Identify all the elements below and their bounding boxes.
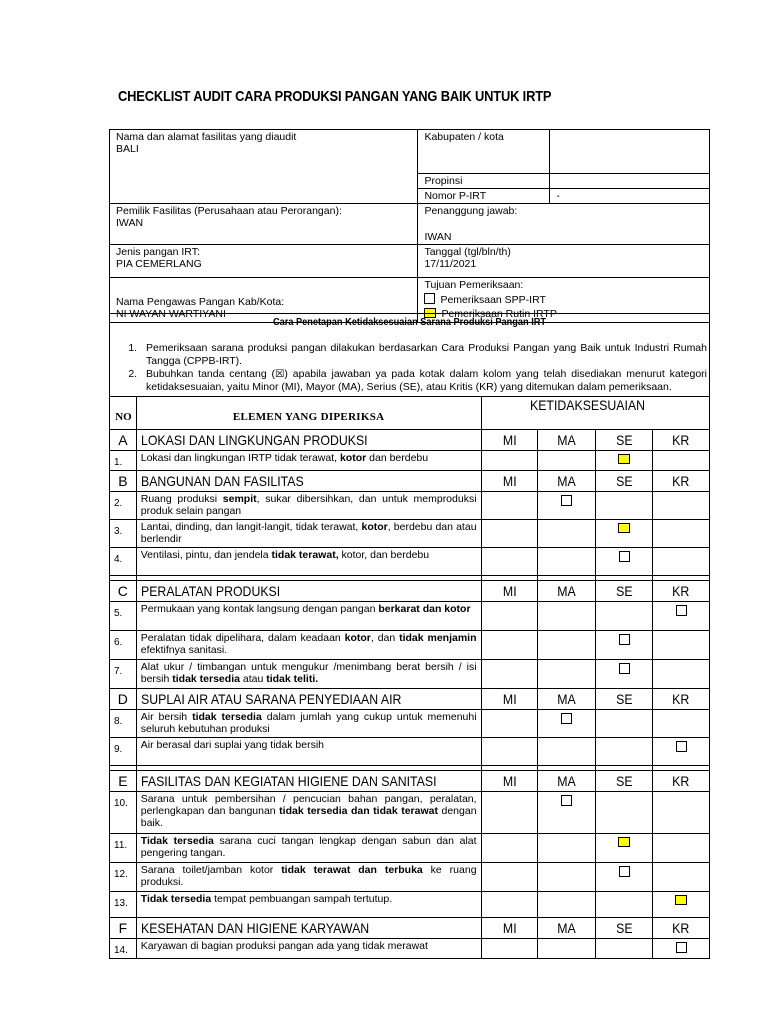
item-number: 12. <box>110 863 137 892</box>
cell-ma <box>538 660 596 689</box>
cell-mi <box>481 660 538 689</box>
checkbox-checked-icon[interactable] <box>618 837 630 847</box>
cell-ma <box>538 451 596 471</box>
cell-se <box>596 792 653 834</box>
cell-mi <box>481 863 538 892</box>
facility-label: Nama dan alamat fasilitas yang diaudit <box>116 131 297 143</box>
item-number: 11. <box>110 834 137 863</box>
category-header-kr <box>653 430 710 451</box>
category-header-mi <box>481 581 538 602</box>
category-label: MI <box>502 583 517 599</box>
item-description: Sarana toilet/jamban kotor tidak terawat dan terbuka ke ruang produksi. <box>136 863 481 892</box>
item-description: Tidak tersedia tempat pembuangan sampah tertutup. <box>136 892 481 918</box>
category-header-ma <box>538 430 596 451</box>
category-label: SE <box>616 583 633 599</box>
cell-se <box>596 863 653 892</box>
category-label: MI <box>502 691 517 707</box>
category-label: MI <box>502 773 517 789</box>
owner-cell <box>110 204 418 245</box>
checkbox-icon[interactable] <box>676 942 687 953</box>
cell-ma <box>538 939 596 959</box>
pj-label: Penanggung jawab: <box>424 205 518 217</box>
propinsi-value <box>550 174 710 189</box>
item-number: 8. <box>110 710 137 738</box>
category-header-se <box>596 771 653 792</box>
checkbox-icon[interactable] <box>676 741 687 752</box>
category-label: SE <box>616 920 633 936</box>
section-name <box>136 581 481 602</box>
cell-kr <box>653 710 710 738</box>
pengawas-label: Nama Pengawas Pangan Kab/Kota: <box>116 296 285 308</box>
cell-ma <box>538 631 596 660</box>
cell-ma <box>538 520 596 548</box>
category-label: KR <box>672 583 690 599</box>
category-label: KR <box>672 432 690 448</box>
cell-mi <box>481 834 538 863</box>
category-header-mi <box>481 689 538 710</box>
section-title: SUPLAI AIR ATAU SARANA PENYEDIAAN AIR <box>140 691 402 707</box>
cell-ma <box>538 710 596 738</box>
jenis-value: PIA CEMERLANG <box>116 258 202 270</box>
cell-ma <box>538 602 596 631</box>
col-elemen-header: ELEMEN YANG DIPERIKSA <box>136 397 481 430</box>
item-description: Sarana untuk pembersihan / pencucian bahan pangan, peralatan, perlengkapan dan bangunan tidak tersedia dan tidak terawat dengan baik. <box>136 792 481 834</box>
item-description: Ventilasi, pintu, dan jendela tidak terawat, kotor, dan berdebu <box>136 548 481 576</box>
table-row <box>110 548 710 576</box>
cell-mi <box>481 548 538 576</box>
category-label: SE <box>616 691 633 707</box>
item-number: 3. <box>110 520 137 548</box>
item-number: 14. <box>110 939 137 959</box>
section-letter: F <box>110 918 137 939</box>
category-label: MA <box>557 432 576 448</box>
table-row <box>110 451 710 471</box>
item-number: 2. <box>110 492 137 520</box>
page-title: CHECKLIST AUDIT CARA PRODUKSI PANGAN YANG BAIK UNTUK IRTP <box>118 88 552 105</box>
table-row <box>110 834 710 863</box>
category-header-ma <box>538 918 596 939</box>
section-name <box>136 430 481 451</box>
checkbox-icon[interactable] <box>561 495 572 506</box>
category-header-se <box>596 581 653 602</box>
table-row <box>110 863 710 892</box>
cell-kr <box>653 939 710 959</box>
section-title: KESEHATAN DAN HIGIENE KARYAWAN <box>140 920 369 936</box>
section-title: FASILITAS DAN KEGIATAN HIGIENE DAN SANITASI <box>140 773 437 789</box>
tanggal-label: Tanggal (tgl/bln/th) <box>424 246 511 258</box>
section-row <box>110 581 710 602</box>
cell-kr <box>653 834 710 863</box>
tujuan-option-2: Pemeriksaan Rutin IRTP <box>441 308 557 320</box>
section-row <box>110 771 710 792</box>
jenis-label: Jenis pangan IRT: <box>116 246 200 258</box>
checkbox-checked-icon[interactable] <box>618 523 630 533</box>
cell-mi <box>481 602 538 631</box>
intro-item-2: 2. Bubuhkan tanda centang (☒) apabila jawaban ya pada kotak dalam kolom yang telah disediakan menurut kategori ketidaksesuaian, yaitu Minor (MI), Mayor (MA), Serius (SE), atau Kritis (KR) yang ditemukan dalam pemeriksaan. <box>140 368 707 394</box>
facility-value: BALI <box>116 143 139 155</box>
category-header-kr <box>653 471 710 492</box>
table-row <box>110 738 710 766</box>
cell-mi <box>481 520 538 548</box>
category-label: MA <box>557 691 576 707</box>
section-name <box>136 689 481 710</box>
tanggal-value: 17/11/2021 <box>424 258 477 270</box>
cell-se <box>596 710 653 738</box>
owner-label: Pemilik Fasilitas (Perusahaan atau Perorangan): <box>116 205 342 217</box>
checkbox-checked-icon[interactable] <box>618 454 630 464</box>
cell-kr <box>653 451 710 471</box>
ketidaksesuaian-label: KETIDAKSESUAIAN <box>529 397 645 413</box>
pirt-label: Nomor P-IRT <box>418 189 550 204</box>
cell-kr <box>653 660 710 689</box>
cell-kr <box>653 548 710 576</box>
category-label: SE <box>616 432 633 448</box>
owner-value: IWAN <box>116 217 144 229</box>
item-description: Tidak tersedia sarana cuci tangan lengkap dengan sabun dan alat pengering tangan. <box>136 834 481 863</box>
cell-se <box>596 834 653 863</box>
section-row <box>110 430 710 451</box>
category-header-kr <box>653 918 710 939</box>
section-name <box>136 918 481 939</box>
checkbox-icon[interactable] <box>619 551 630 562</box>
item-number: 10. <box>110 792 137 834</box>
item-number: 13. <box>110 892 137 918</box>
intro-header: Cara Penetapan Ketidaksesuaian Sarana Produksi Pangan IRT <box>272 317 547 328</box>
cell-se <box>596 631 653 660</box>
category-header-ma <box>538 471 596 492</box>
section-title: PERALATAN PRODUKSI <box>140 583 280 599</box>
propinsi-label: Propinsi <box>418 174 550 189</box>
item-description: Air berasal dari suplai yang tidak bersih <box>136 738 481 766</box>
category-header-mi <box>481 430 538 451</box>
checkbox-icon[interactable] <box>561 713 572 724</box>
cell-se <box>596 492 653 520</box>
cell-ma <box>538 492 596 520</box>
cell-se <box>596 939 653 959</box>
col-no-header: NO <box>110 397 137 430</box>
section-name <box>136 471 481 492</box>
cell-kr <box>653 631 710 660</box>
cell-se <box>596 548 653 576</box>
item-description: Lokasi dan lingkungan IRTP tidak terawat, kotor dan berdebu <box>136 451 481 471</box>
cell-se <box>596 451 653 471</box>
category-header-mi <box>481 771 538 792</box>
cell-mi <box>481 451 538 471</box>
cell-mi <box>481 792 538 834</box>
tujuan-option-1: Pemeriksaan SPP-IRT <box>440 294 546 306</box>
item-number: 9. <box>110 738 137 766</box>
category-label: MA <box>557 773 576 789</box>
cell-ma <box>538 738 596 766</box>
cell-ma <box>538 863 596 892</box>
table-row <box>110 520 710 548</box>
checkbox-icon[interactable] <box>619 663 630 674</box>
cell-mi <box>481 631 538 660</box>
item-number: 6. <box>110 631 137 660</box>
category-header-kr <box>653 581 710 602</box>
table-row <box>110 939 710 959</box>
category-label: MI <box>502 920 517 936</box>
checkbox-checked-icon[interactable] <box>675 895 687 905</box>
category-header-ma <box>538 581 596 602</box>
category-label: MA <box>557 583 576 599</box>
cell-ma <box>538 834 596 863</box>
category-header-se <box>596 430 653 451</box>
item-description: Peralatan tidak dipelihara, dalam keadaan kotor, dan tidak menjamin efektifnya sanitasi. <box>136 631 481 660</box>
section-letter: D <box>110 689 137 710</box>
col-ketidaksesuaian-header <box>481 397 709 430</box>
table-row <box>110 631 710 660</box>
category-header-ma <box>538 771 596 792</box>
pengawas-value: NI WAYAN WARTIYANI <box>116 308 226 320</box>
cell-mi <box>481 892 538 918</box>
intro-item-1: 1. Pemeriksaan sarana produksi pangan dilakukan berdasarkan Cara Produksi Pangan yang Baik untuk Industri Rumah Tangga (CPPB-IRT). <box>140 342 707 368</box>
cell-mi <box>481 710 538 738</box>
item-description: Karyawan di bagian produksi pangan ada yang tidak merawat <box>136 939 481 959</box>
cell-se <box>596 520 653 548</box>
category-label: KR <box>672 473 690 489</box>
cell-ma <box>538 792 596 834</box>
table-row <box>110 792 710 834</box>
section-row <box>110 918 710 939</box>
section-letter: E <box>110 771 137 792</box>
section-title: LOKASI DAN LINGKUNGAN PRODUKSI <box>140 432 368 448</box>
cell-kr <box>653 738 710 766</box>
pj-cell <box>418 204 710 245</box>
cell-kr <box>653 602 710 631</box>
item-description: Permukaan yang kontak langsung dengan pangan berkarat dan kotor <box>136 602 481 631</box>
category-header-ma <box>538 689 596 710</box>
item-description: Ruang produksi sempit, sukar dibersihkan, dan untuk memproduksi produk selain pangan <box>136 492 481 520</box>
cell-kr <box>653 892 710 918</box>
table-row <box>110 492 710 520</box>
cell-mi <box>481 939 538 959</box>
checkbox-icon[interactable] <box>424 293 435 304</box>
category-header-mi <box>481 471 538 492</box>
checkbox-icon[interactable] <box>619 866 630 877</box>
category-header-se <box>596 918 653 939</box>
section-row <box>110 689 710 710</box>
cell-ma <box>538 892 596 918</box>
table-row <box>110 710 710 738</box>
category-label: KR <box>672 773 690 789</box>
item-description: Alat ukur / timbangan untuk mengukur /menimbang berat bersih / isi bersih tidak tersedia atau tidak teliti. <box>136 660 481 689</box>
section-letter: C <box>110 581 137 602</box>
item-description: Lantai, dinding, dan langit-langit, tidak terawat, kotor, berdebu dan atau berlendir <box>136 520 481 548</box>
item-description: Air bersih tidak tersedia dalam jumlah yang cukup untuk memenuhi seluruh kebutuhan produksi <box>136 710 481 738</box>
facility-info-table <box>109 129 710 323</box>
checkbox-icon[interactable] <box>676 605 687 616</box>
cell-kr <box>653 492 710 520</box>
item-number: 1. <box>110 451 137 471</box>
cell-se <box>596 602 653 631</box>
table-row <box>110 892 710 918</box>
item-number: 5. <box>110 602 137 631</box>
category-label: KR <box>672 691 690 707</box>
category-label: MI <box>502 473 517 489</box>
tanggal-cell <box>418 245 710 278</box>
cell-kr <box>653 863 710 892</box>
table-row <box>110 602 710 631</box>
category-header-kr <box>653 689 710 710</box>
category-header-se <box>596 689 653 710</box>
cell-kr <box>653 792 710 834</box>
category-label: MA <box>557 473 576 489</box>
intro-section <box>112 315 707 394</box>
checklist-table <box>109 396 710 959</box>
item-number: 4. <box>110 548 137 576</box>
category-header-kr <box>653 771 710 792</box>
category-label: MA <box>557 920 576 936</box>
category-label: MI <box>502 432 517 448</box>
category-label: SE <box>616 773 633 789</box>
facility-cell <box>110 130 418 204</box>
section-title: BANGUNAN DAN FASILITAS <box>140 473 304 489</box>
cell-se <box>596 892 653 918</box>
category-label: KR <box>672 920 690 936</box>
table-row <box>110 660 710 689</box>
kabupaten-label: Kabupaten / kota <box>418 130 550 174</box>
checkbox-icon[interactable] <box>619 634 630 645</box>
category-label: SE <box>616 473 633 489</box>
cell-mi <box>481 738 538 766</box>
section-letter: A <box>110 430 137 451</box>
cell-se <box>596 738 653 766</box>
section-letter: B <box>110 471 137 492</box>
cell-kr <box>653 520 710 548</box>
pirt-value: - <box>550 189 710 204</box>
section-row <box>110 471 710 492</box>
category-header-se <box>596 471 653 492</box>
category-header-mi <box>481 918 538 939</box>
section-name <box>136 771 481 792</box>
cell-se <box>596 660 653 689</box>
checkbox-icon[interactable] <box>561 795 572 806</box>
cell-mi <box>481 492 538 520</box>
item-number: 7. <box>110 660 137 689</box>
jenis-cell <box>110 245 418 278</box>
cell-ma <box>538 548 596 576</box>
pj-value: IWAN <box>424 231 452 243</box>
tujuan-label: Tujuan Pemeriksaan: <box>424 279 524 291</box>
kabupaten-value <box>550 130 710 174</box>
